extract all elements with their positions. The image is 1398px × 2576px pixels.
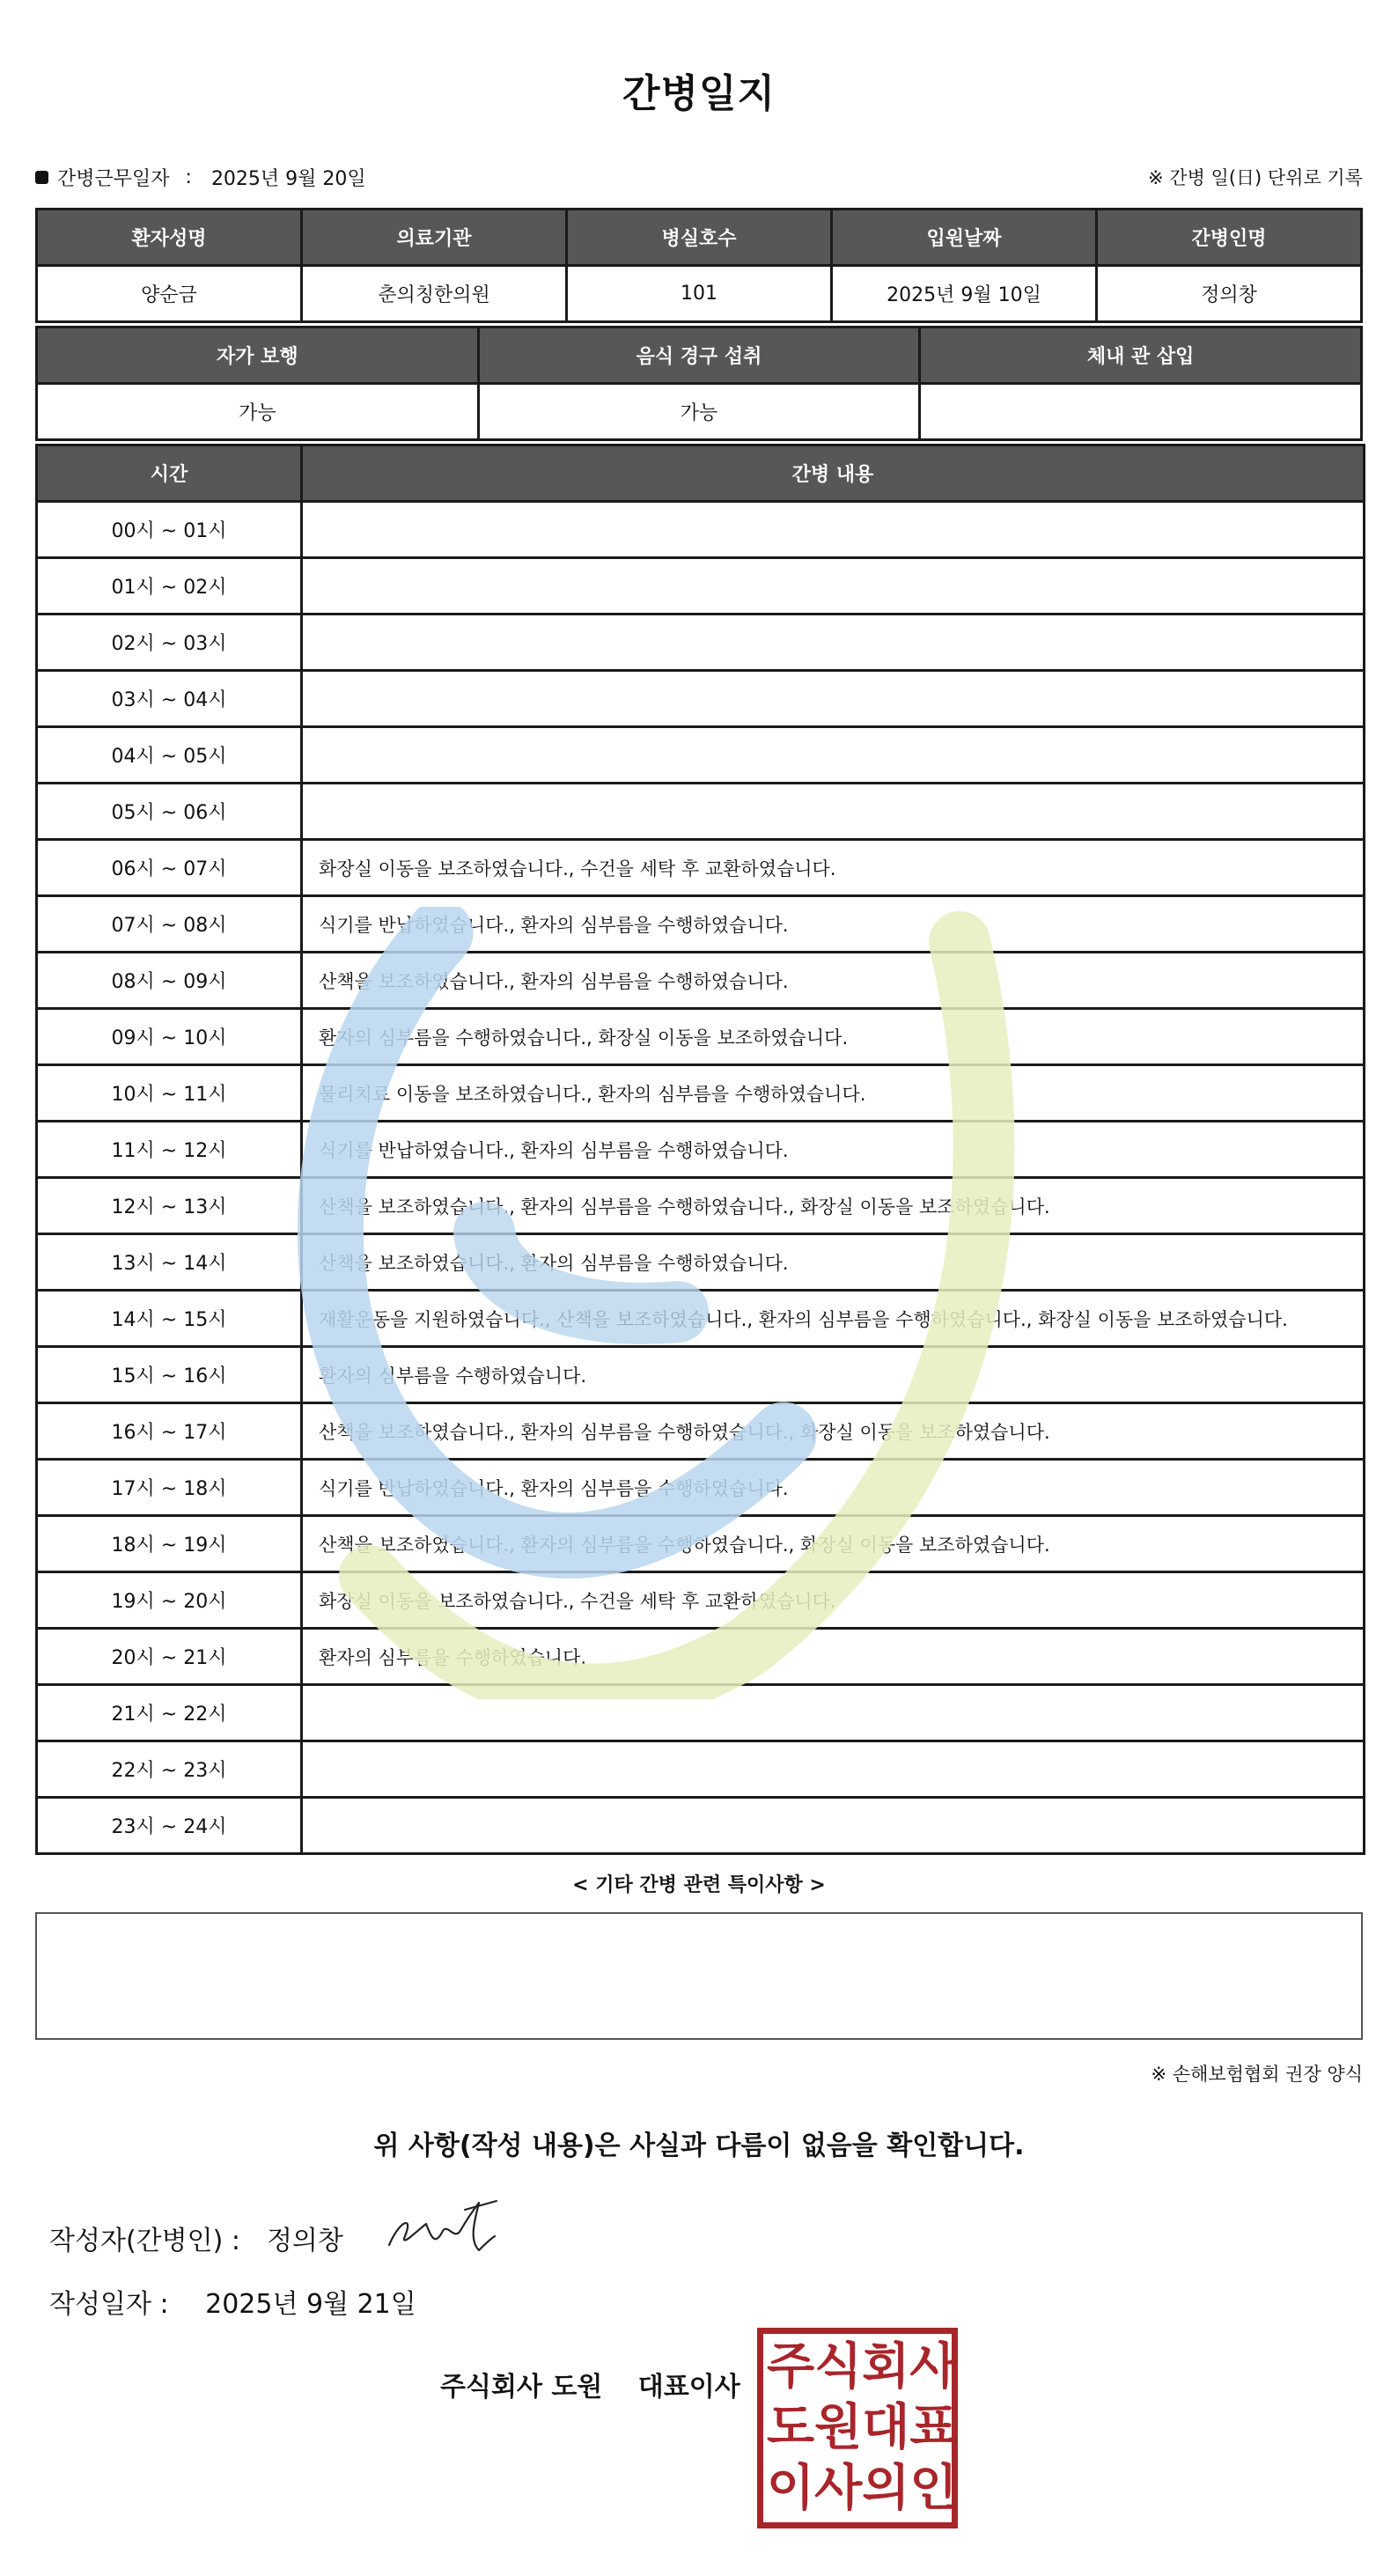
care-log-content: 식기를 반납하였습니다., 환자의 심부름을 수행하였습니다. — [302, 1460, 1365, 1516]
work-date-value: 2025년 9월 20일 — [210, 168, 366, 190]
daily-record-note: ※ 간병 일(日) 단위로 기록 — [1148, 167, 1363, 188]
self-walking-header: 자가 보행 — [37, 328, 479, 384]
care-log-content: 물리치료 이동을 보조하였습니다., 환자의 심부름을 수행하였습니다. — [302, 1065, 1365, 1122]
seal-char: 인 — [909, 2459, 958, 2517]
seal-char: 사 — [909, 2338, 958, 2396]
care-log-row — [37, 1460, 1365, 1516]
room-number-header: 병실호수 — [567, 210, 832, 266]
care-log-row — [37, 502, 1365, 558]
confirmation-statement: 위 사항(작성 내용)은 사실과 다름이 없음을 확인합니다. — [373, 2131, 1025, 2161]
company-name: 주식회사 도원 — [440, 2372, 603, 2403]
care-log-time: 10시 ~ 11시 — [37, 1065, 302, 1122]
hospital-header: 의료기관 — [302, 210, 567, 266]
care-log-content: 환자의 심부름을 수행하였습니다., 화장실 이동을 보조하였습니다. — [302, 1009, 1365, 1065]
company-seal-stamp — [757, 2328, 958, 2528]
seal-char: 의 — [862, 2459, 910, 2517]
care-log-content: 환자의 심부름을 수행하였습니다. — [302, 1347, 1365, 1403]
care-log-content — [302, 558, 1365, 615]
tube-insertion-header: 체내 관 삽입 — [920, 328, 1362, 384]
care-log-time: 17시 ~ 18시 — [37, 1460, 302, 1516]
patient-status-value-row — [37, 384, 1362, 440]
care-log-content — [302, 1741, 1365, 1798]
caregiver-name-value: 정의창 — [1097, 266, 1362, 322]
care-log-row — [37, 1629, 1365, 1685]
care-log-row — [37, 896, 1365, 953]
patient-status-header-row — [37, 328, 1362, 384]
care-log-time: 03시 ~ 04시 — [37, 671, 302, 727]
care-log-content — [302, 1685, 1365, 1741]
admission-date-value: 2025년 9월 10일 — [832, 266, 1097, 322]
patient-info-header-row — [37, 210, 1362, 266]
care-log-time: 18시 ~ 19시 — [37, 1516, 302, 1572]
care-log-row — [37, 1065, 1365, 1122]
care-log-time: 22시 ~ 23시 — [37, 1741, 302, 1798]
care-log-time: 20시 ~ 21시 — [37, 1629, 302, 1685]
care-log-time: 21시 ~ 22시 — [37, 1685, 302, 1741]
care-log-row — [37, 1741, 1365, 1798]
care-log-content: 식기를 반납하였습니다., 환자의 심부름을 수행하였습니다. — [302, 1122, 1365, 1178]
care-log-content — [302, 1798, 1365, 1854]
caregiver-name-header: 간병인명 — [1097, 210, 1362, 266]
special-notes-text — [37, 1914, 1361, 1935]
care-log-table — [35, 444, 1365, 1855]
patient-info-table — [35, 208, 1363, 323]
written-date-row — [49, 2282, 416, 2321]
care-log-time: 13시 ~ 14시 — [37, 1234, 302, 1291]
care-log-content: 화장실 이동을 보조하였습니다., 수건을 세탁 후 교환하였습니다. — [302, 1572, 1365, 1629]
care-log-content — [302, 615, 1365, 671]
care-log-content: 식기를 반납하였습니다., 환자의 심부름을 수행하였습니다. — [302, 896, 1365, 953]
seal-char: 도 — [767, 2398, 815, 2456]
patient-name-header: 환자성명 — [37, 210, 302, 266]
work-date-colon: : — [185, 166, 192, 188]
patient-status-table — [35, 326, 1363, 441]
work-date-label: 간병근무일자 — [57, 168, 170, 190]
care-log-content: 재활운동을 지원하였습니다., 산책을 보조하였습니다., 환자의 심부름을 수행하였습니다., 화장실 이동을 보조하였습니다. — [302, 1291, 1365, 1347]
care-log-time: 14시 ~ 15시 — [37, 1291, 302, 1347]
care-log-row — [37, 727, 1365, 784]
seal-char: 원 — [814, 2398, 863, 2456]
written-date-value: 2025년 9월 21일 — [205, 2289, 416, 2320]
care-log-time: 07시 ~ 08시 — [37, 896, 302, 953]
written-date-label: 작성일자 : — [49, 2289, 169, 2320]
time-column-header: 시간 — [37, 445, 302, 502]
special-notes-box — [35, 1912, 1363, 2040]
page-title: 간병일지 — [622, 71, 776, 116]
care-log-row — [37, 1403, 1365, 1460]
care-log-row — [37, 558, 1365, 615]
care-log-time: 16시 ~ 17시 — [37, 1403, 302, 1460]
writer-row — [49, 2219, 343, 2257]
care-log-time: 06시 ~ 07시 — [37, 840, 302, 896]
seal-char: 식 — [814, 2338, 863, 2396]
work-date-group — [35, 164, 366, 191]
seal-char: 표 — [909, 2398, 958, 2456]
care-log-content — [302, 727, 1365, 784]
oral-intake-value: 가능 — [478, 384, 920, 440]
care-log-row — [37, 1798, 1365, 1854]
care-log-content — [302, 784, 1365, 840]
care-log-time: 19시 ~ 20시 — [37, 1572, 302, 1629]
care-log-time: 02시 ~ 03시 — [37, 615, 302, 671]
care-log-row — [37, 840, 1365, 896]
care-log-row — [37, 671, 1365, 727]
care-log-content: 산책을 보조하였습니다., 환자의 심부름을 수행하였습니다., 화장실 이동을 보조하였습니다. — [302, 1516, 1365, 1572]
care-log-content: 산책을 보조하였습니다., 환자의 심부름을 수행하였습니다. — [302, 1234, 1365, 1291]
care-log-row — [37, 1122, 1365, 1178]
room-number-value: 101 — [567, 266, 832, 322]
special-notes-title: < 기타 간병 관련 특이사항 > — [572, 1874, 826, 1896]
work-date-row — [35, 164, 1363, 199]
tube-insertion-value — [920, 384, 1362, 440]
care-log-time: 08시 ~ 09시 — [37, 953, 302, 1009]
patient-name-value: 양순금 — [37, 266, 302, 322]
admission-date-header: 입원날짜 — [832, 210, 1097, 266]
care-log-time: 00시 ~ 01시 — [37, 502, 302, 558]
care-log-content: 산책을 보조하였습니다., 환자의 심부름을 수행하였습니다., 화장실 이동을 보조하였습니다. — [302, 1178, 1365, 1234]
care-log-row — [37, 1572, 1365, 1629]
care-log-time: 12시 ~ 13시 — [37, 1178, 302, 1234]
seal-char: 주 — [767, 2338, 815, 2396]
care-log-content: 환자의 심부름을 수행하였습니다. — [302, 1629, 1365, 1685]
writer-name: 정의창 — [266, 2226, 343, 2256]
self-walking-value: 가능 — [37, 384, 479, 440]
hospital-value: 춘의칭한의원 — [302, 266, 567, 322]
writer-label: 작성자(간병인) : — [49, 2226, 240, 2256]
care-log-time: 01시 ~ 02시 — [37, 558, 302, 615]
care-log-row — [37, 1291, 1365, 1347]
care-log-row — [37, 615, 1365, 671]
oral-intake-header: 음식 경구 섭취 — [478, 328, 920, 384]
care-log-row — [37, 1347, 1365, 1403]
care-log-content: 화장실 이동을 보조하였습니다., 수건을 세탁 후 교환하였습니다. — [302, 840, 1365, 896]
care-content-column-header: 간병 내용 — [302, 445, 1365, 502]
care-log-row — [37, 1178, 1365, 1234]
care-log-time: 09시 ~ 10시 — [37, 1009, 302, 1065]
care-log-row — [37, 1516, 1365, 1572]
square-bullet-icon — [35, 171, 48, 184]
care-log-row — [37, 953, 1365, 1009]
company-signature-line — [440, 2365, 740, 2403]
form-source-note: ※ 손해보험협회 권장 양식 — [1151, 2064, 1363, 2085]
care-log-content — [302, 671, 1365, 727]
care-log-content: 산책을 보조하였습니다., 환자의 심부름을 수행하였습니다. — [302, 953, 1365, 1009]
care-log-row — [37, 1234, 1365, 1291]
care-log-time: 05시 ~ 06시 — [37, 784, 302, 840]
signature-mark — [380, 2194, 512, 2260]
care-log-content — [302, 502, 1365, 558]
care-log-time: 15시 ~ 16시 — [37, 1347, 302, 1403]
care-log-time: 11시 ~ 12시 — [37, 1122, 302, 1178]
patient-info-value-row — [37, 266, 1362, 322]
seal-char: 사 — [814, 2459, 863, 2517]
care-log-row — [37, 1685, 1365, 1741]
care-log-content: 산책을 보조하였습니다., 환자의 심부름을 수행하였습니다., 화장실 이동을 보조하였습니다. — [302, 1403, 1365, 1460]
care-log-time: 23시 ~ 24시 — [37, 1798, 302, 1854]
care-log-header-row — [37, 445, 1365, 502]
care-log-row — [37, 1009, 1365, 1065]
care-log-time: 04시 ~ 05시 — [37, 727, 302, 784]
representative-title: 대표이사 — [637, 2372, 740, 2403]
seal-char: 이 — [767, 2459, 815, 2517]
seal-char: 회 — [862, 2338, 910, 2396]
care-log-row — [37, 784, 1365, 840]
seal-char: 대 — [862, 2398, 910, 2456]
